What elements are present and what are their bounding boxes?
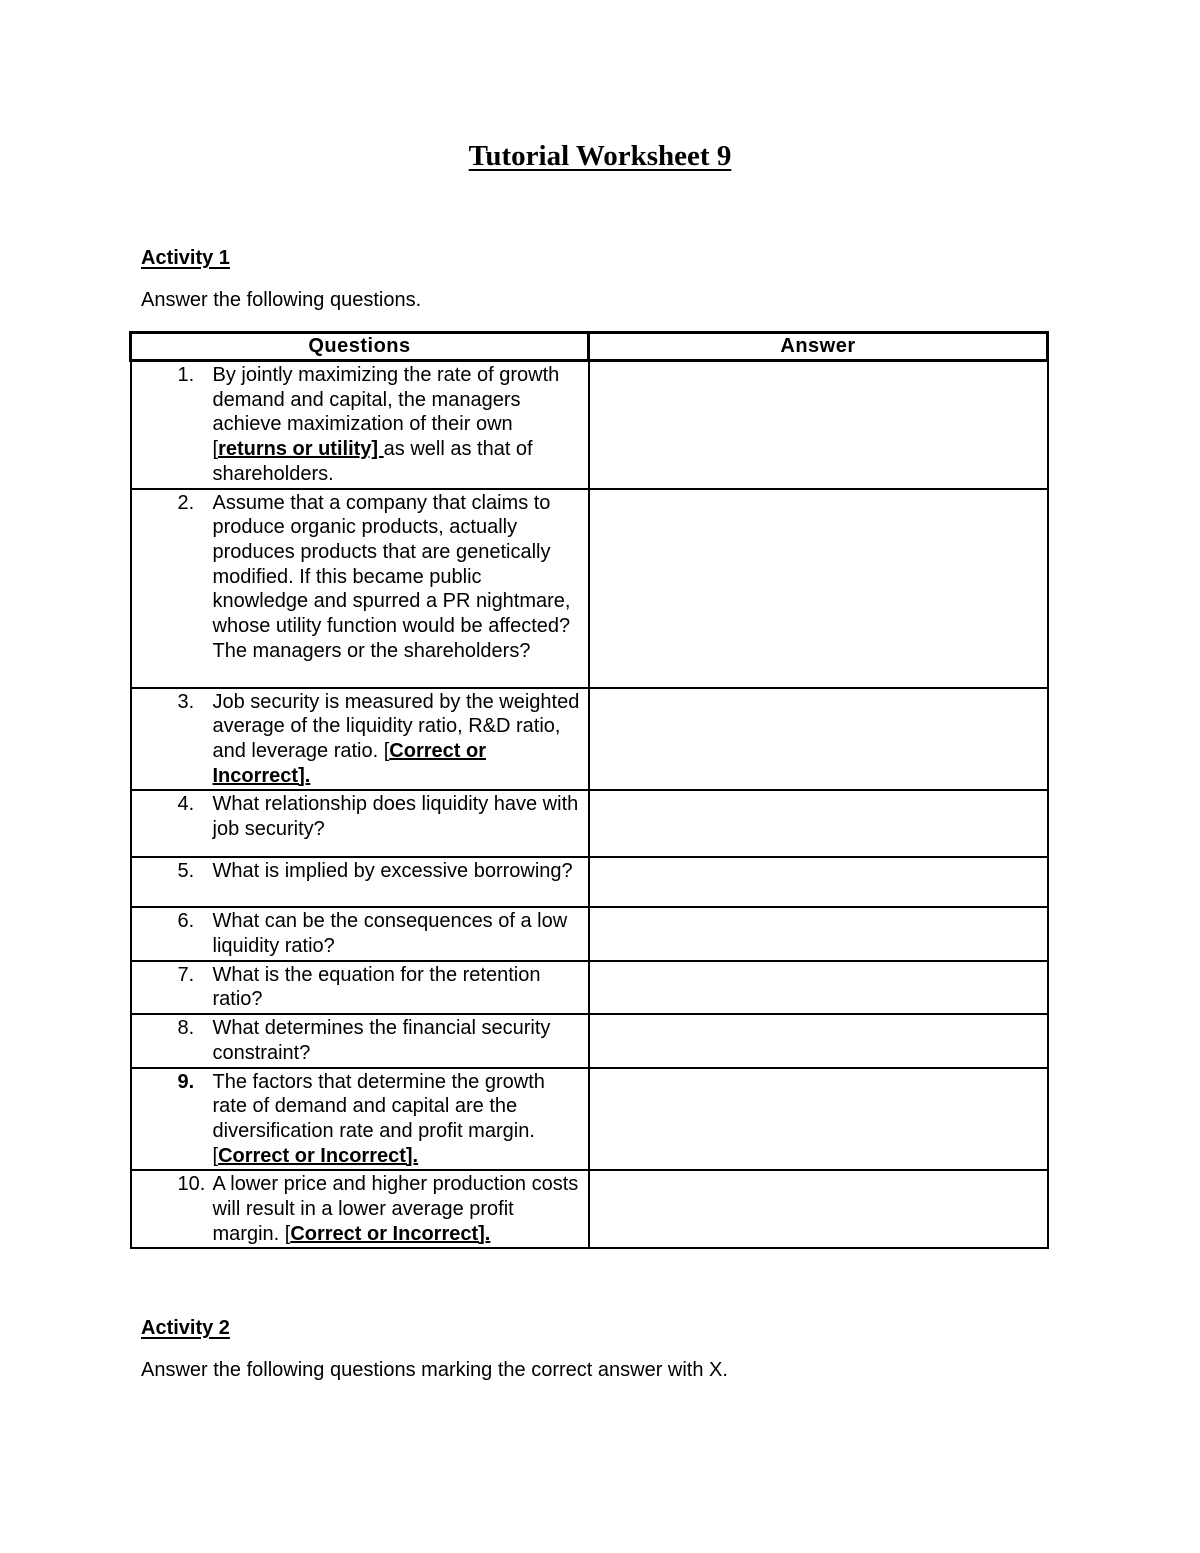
question-cell <box>131 961 589 1014</box>
activity-1-heading: Activity 1 <box>141 247 230 269</box>
table-row <box>131 1014 1048 1067</box>
question-number: 10. <box>177 1173 206 1196</box>
answer-cell[interactable] <box>589 907 1048 960</box>
table-row <box>131 961 1048 1014</box>
question-number: 9. <box>177 1070 195 1093</box>
question-text: What can be the consequences of a low liquidity ratio? <box>212 910 568 958</box>
table-row <box>131 688 1048 791</box>
question-text: What is the equation for the retention ratio? <box>212 963 541 1011</box>
question-cell <box>131 1014 589 1067</box>
question-number: 7. <box>177 963 195 986</box>
question-text: Job security is measured by the weighted average of the liquidity ratio, R&D ratio, and leverage ratio. [Correct or Incorrect]. <box>212 690 580 787</box>
answer-cell[interactable] <box>589 1068 1048 1171</box>
answer-cell[interactable] <box>589 688 1048 791</box>
table-row <box>131 857 1048 907</box>
activity-2-instruction: Answer the following questions marking the correct answer with X. <box>141 1359 728 1381</box>
table-row <box>131 1170 1048 1248</box>
question-text: A lower price and higher production costs will result in a lower average profit margin. [Correct or Incorrect]. <box>212 1173 579 1245</box>
questions-column-header: Questions <box>131 333 589 361</box>
answer-cell[interactable] <box>589 1170 1048 1248</box>
question-text: What relationship does liquidity have with job security? <box>212 793 579 841</box>
question-number: 1. <box>177 364 195 386</box>
question-cell <box>131 1068 589 1171</box>
answer-column-header: Answer <box>589 333 1048 361</box>
table-row <box>131 361 1048 489</box>
answer-cell[interactable] <box>589 790 1048 857</box>
answer-cell[interactable] <box>589 361 1048 489</box>
question-text: The factors that determine the growth rate of demand and capital are the diversification rate and profit margin. [Correct or Incorrect]. <box>212 1070 545 1167</box>
answer-cell[interactable] <box>589 857 1048 907</box>
activity-2-heading: Activity 2 <box>141 1317 230 1339</box>
question-cell <box>131 489 589 688</box>
answer-cell[interactable] <box>589 961 1048 1014</box>
question-number: 5. <box>177 860 195 883</box>
question-cell <box>131 857 589 907</box>
answer-cell[interactable] <box>589 489 1048 688</box>
questions-table <box>129 331 1049 1249</box>
table-row <box>131 489 1048 688</box>
activity-1-instruction: Answer the following questions. <box>141 289 422 311</box>
question-number: 2. <box>177 491 195 514</box>
table-row <box>131 1068 1048 1171</box>
question-cell <box>131 361 589 489</box>
table-row <box>131 907 1048 960</box>
question-text: By jointly maximizing the rate of growth demand and capital, the managers achieve maximization of their own [returns or utility] as well as that of shareholders. <box>212 364 560 485</box>
question-text: Assume that a company that claims to produce organic products, actually produces products that are genetically modified. If this became public knowledge and spurred a PR nightmare, whose utility function would be affected? The managers or the shareholders? <box>212 491 571 662</box>
table-header-row <box>131 333 1048 361</box>
question-text: What determines the financial security constraint? <box>212 1017 551 1064</box>
question-number: 4. <box>177 793 195 816</box>
question-text: What is implied by excessive borrowing? <box>212 860 573 883</box>
question-cell <box>131 907 589 960</box>
page-title: Tutorial Worksheet 9 <box>468 140 732 172</box>
question-number: 6. <box>177 910 195 933</box>
table-row <box>131 790 1048 857</box>
question-cell <box>131 1170 589 1248</box>
question-number: 3. <box>177 690 195 713</box>
answer-cell[interactable] <box>589 1014 1048 1067</box>
question-number: 8. <box>177 1017 195 1040</box>
question-cell <box>131 688 589 791</box>
question-cell <box>131 790 589 857</box>
